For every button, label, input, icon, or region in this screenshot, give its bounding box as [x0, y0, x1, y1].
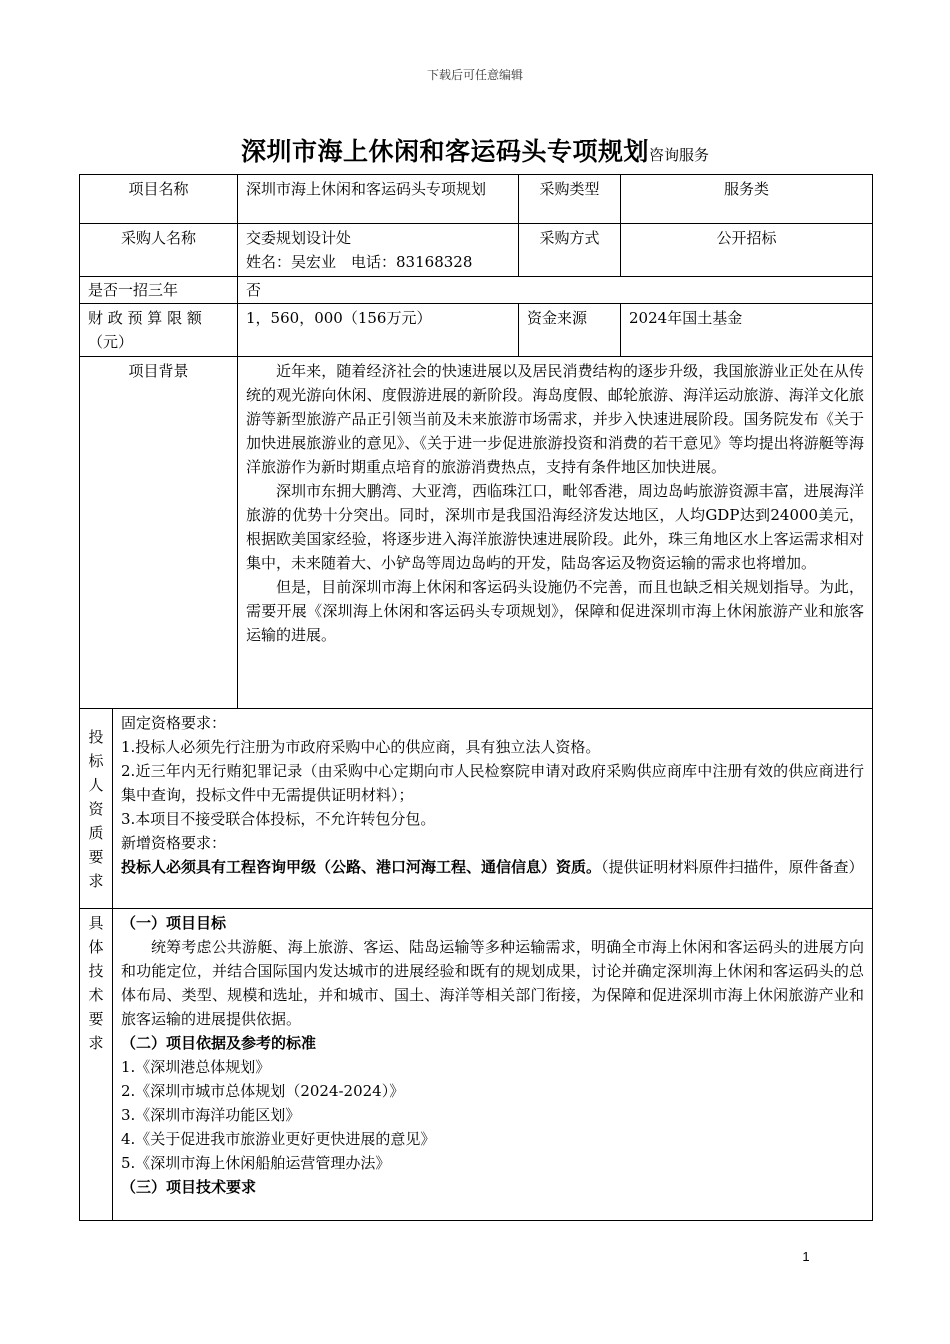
label-technical — [80, 909, 113, 1221]
label-char: 质 — [88, 823, 104, 842]
label-fund-source: 资金来源 — [519, 304, 621, 357]
label-char: 投 — [88, 727, 104, 746]
label-procurement-type: 采购类型 — [519, 175, 621, 224]
reference-item: 3.《深圳市海洋功能区划》 — [121, 1106, 301, 1124]
background-paragraph: 深圳市东拥大鹏湾、大亚湾，西临珠江口，毗邻香港，周边岛屿旅游资源丰富，进展海洋旅游的优势十分突出。同时，深圳市是我国沿海经济发达地区，人均GDP达到24000美元，根据欧美国家经验，将逐步进入海洋旅游快速进展阶段。此外，珠三角地区水上客运需求相对集中，未来随着大、小铲岛等周边岛屿的开发，陆岛客运及物资运输的需求也将增加。 — [246, 482, 865, 572]
qualification-item: 1.投标人必须先行注册为市政府采购中心的供应商，具有独立法人资格。 — [121, 738, 601, 756]
row-budget — [80, 304, 873, 357]
procurement-table — [79, 174, 873, 1221]
background-paragraph: 近年来，随着经济社会的快速进展以及居民消费结构的逐步升级，我国旅游业正处在从传统的观光游向休闲、度假游进展的新阶段。海岛度假、邮轮旅游、海洋运动旅游、海洋文化旅游等新型旅游产品正引领当前及未来旅游市场需求，并步入快速进展阶段。国务院发布《关于加快进展旅游业的意见》、《关于进一步促进旅游投资和消费的若干意见》等均提出将游艇等海洋旅游作为新时期重点培育的旅游消费热点，支持有条件地区加快进展。 — [246, 362, 865, 476]
label-char: 要 — [88, 1010, 104, 1028]
value-background — [238, 357, 873, 709]
label-budget — [80, 304, 238, 357]
qualification-fixed-heading: 固定资格要求： — [121, 714, 227, 732]
label-char: 求 — [88, 1034, 104, 1052]
value-procurement-type: 服务类 — [621, 175, 873, 224]
budget-label-line1: 财 政 预 算 限 额 — [88, 309, 202, 327]
label-project-name: 项目名称 — [80, 175, 238, 224]
title-suffix: 咨询服务 — [649, 146, 710, 164]
reference-item: 1.《深圳港总体规划》 — [121, 1058, 271, 1076]
technical-sec3-title: （三）项目技术要求 — [121, 1178, 257, 1196]
value-one-bid: 否 — [238, 277, 873, 304]
header-note: 下载后可任意编辑 — [426, 68, 523, 82]
technical-sec1-text: 统筹考虑公共游艇、海上旅游、客运、陆岛运输等多种运输需求，明确全市海上休闲和客运码头的进展方向和功能定位，并结合国际国内发达城市的进展经验和既有的规划成果，讨论并确定深圳海上休闲和客运码头的总体布局、类型、规模和选址，并和城市、国土、海洋等相关部门衔接，为保障和促进深圳市海上休闲旅游产业和旅客运输的进展提供依据。 — [121, 938, 865, 1028]
value-technical — [113, 909, 873, 1221]
background-paragraph: 但是，目前深圳市海上休闲和客运码头设施仍不完善，而且也缺乏相关规划指导。为此，需要开展《深圳海上休闲和客运码头专项规划》，保障和促进深圳市海上休闲旅游产业和旅客运输的进展。 — [246, 578, 865, 644]
label-background: 项目背景 — [80, 357, 238, 709]
reference-item: 4.《关于促进我市旅游业更好更快进展的意见》 — [121, 1130, 436, 1148]
row-one-bid — [80, 277, 873, 304]
technical-sec1-title: （一）项目目标 — [121, 914, 227, 932]
qualification-new-note: （提供证明材料原件扫描件，原件备查） — [601, 858, 864, 876]
value-budget: 1，560，000（156万元） — [238, 304, 519, 357]
purchaser-dept: 交委规划设计处 — [246, 229, 352, 247]
page-number: 1 — [802, 1249, 810, 1264]
document-title — [0, 132, 950, 168]
label-char: 标 — [88, 751, 104, 770]
row-background — [80, 357, 873, 709]
value-purchaser — [238, 224, 519, 277]
qualification-new-bold: 投标人必须具有工程咨询甲级（公路、港口河海工程、通信信息）资质。 — [121, 858, 602, 876]
label-char: 人 — [88, 775, 104, 794]
label-char: 具 — [88, 914, 104, 932]
label-one-bid: 是否一招三年 — [80, 277, 238, 304]
value-project-name: 深圳市海上休闲和客运码头专项规划 — [238, 175, 519, 224]
label-purchaser: 采购人名称 — [80, 224, 238, 277]
budget-label-line2: （元） — [88, 333, 134, 351]
row-qualification — [80, 709, 873, 909]
label-char: 资 — [88, 799, 104, 818]
label-char: 体 — [88, 938, 104, 956]
reference-item: 5.《深圳市海上休闲船舶运营管理办法》 — [121, 1154, 391, 1172]
qualification-item: 2.近三年内无行贿犯罪记录（由采购中心定期向市人民检察院申请对政府采购供应商库中注册有效的供应商进行集中查询，投标文件中无需提供证明材料）； — [121, 762, 865, 804]
row-technical — [80, 909, 873, 1221]
row-purchaser — [80, 224, 873, 277]
label-qualification — [80, 709, 113, 909]
value-procurement-method: 公开招标 — [621, 224, 873, 277]
label-char: 技 — [88, 962, 104, 980]
label-char: 求 — [88, 871, 104, 890]
value-fund-source: 2024年国土基金 — [621, 304, 873, 357]
qualification-new-heading: 新增资格要求： — [121, 834, 227, 852]
label-char: 术 — [88, 986, 104, 1004]
qualification-item: 3.本项目不接受联合体投标，不允许转包分包。 — [121, 810, 436, 828]
reference-item: 2.《深圳市城市总体规划（2024-2024）》 — [121, 1082, 405, 1100]
title-main: 深圳市海上休闲和客运码头专项规划 — [240, 137, 649, 166]
purchaser-contact: 姓名：吴宏业 电话：83168328 — [246, 253, 473, 271]
qualification-new-requirement — [121, 855, 864, 879]
row-project-name — [80, 175, 873, 224]
label-char: 要 — [88, 847, 104, 866]
technical-sec2-title: （二）项目依据及参考的标准 — [121, 1034, 317, 1052]
label-procurement-method: 采购方式 — [519, 224, 621, 277]
value-qualification — [113, 709, 873, 909]
